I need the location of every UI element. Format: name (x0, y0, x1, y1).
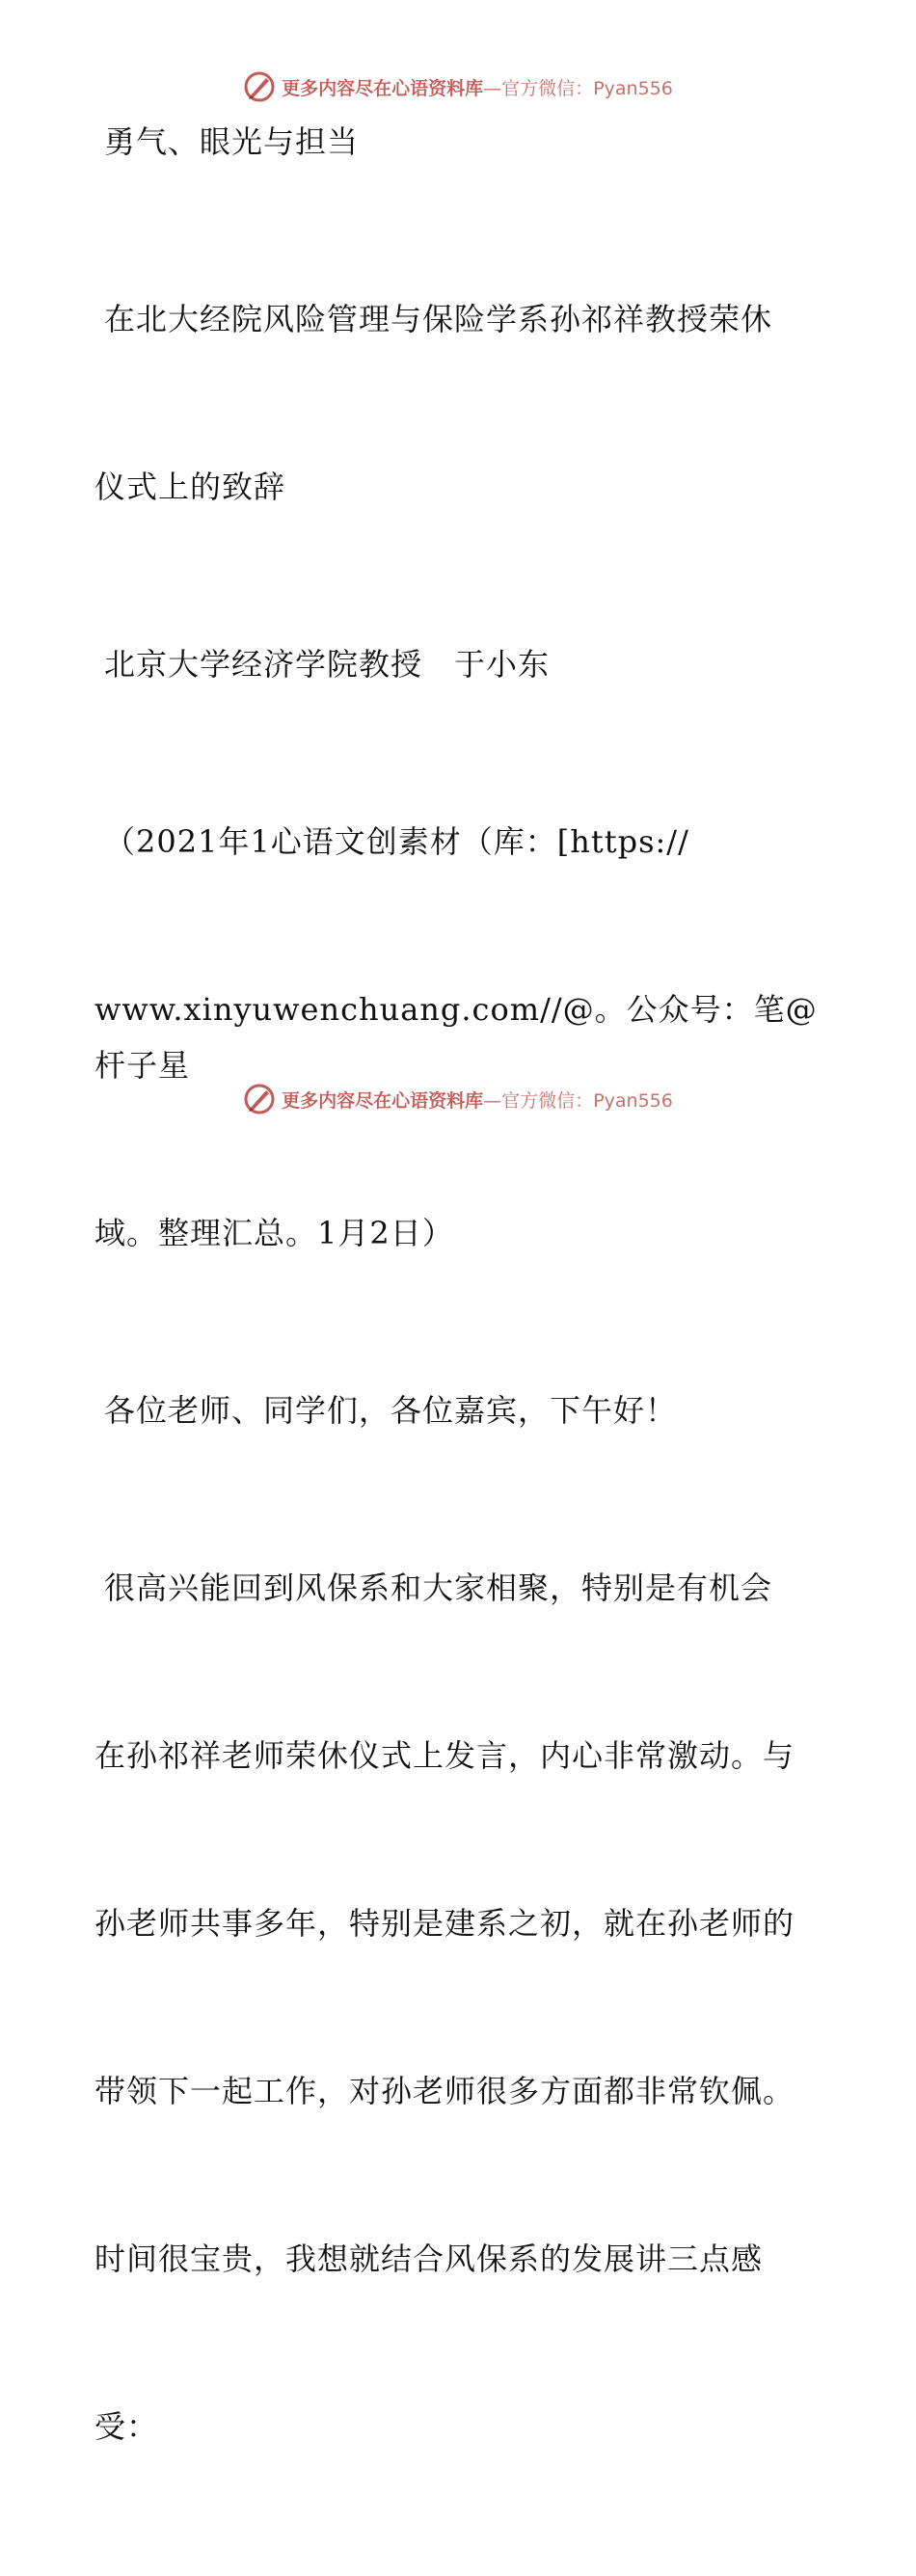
doc-source-note (94, 702, 827, 1373)
doc-author: 北京大学经济学院教授 于小东 (104, 646, 551, 683)
quill-pen-logo-icon (243, 1083, 276, 1115)
doc-title: 勇气、眼光与担当 (104, 123, 360, 160)
header-banner (0, 67, 916, 106)
banner-wechat-id: Pyan556 (593, 1089, 673, 1112)
doc-body-line-2: 在孙祁祥老师荣休仪式上发言，内心非常激动。与 (94, 1737, 795, 1774)
doc-source-line-3: 域。整理汇总。1月2日） (94, 1215, 454, 1251)
doc-body-line-5: 时间很宝贵，我想就结合风保系的发展讲三点感 (94, 2241, 764, 2277)
doc-greeting: 各位老师、同学们，各位嘉宾，下午好！ (104, 1392, 678, 1429)
doc-source-line-2: www.xinyuwenchuang.com//@。公众号：笔@杆子星 (94, 991, 818, 1084)
banner-title: 更多内容尽在心语资料库 (282, 1089, 484, 1112)
doc-body-line-3: 孙老师共事多年，特别是建系之初，就在孙老师的 (94, 1905, 795, 1942)
banner-title: 更多内容尽在心语资料库 (282, 77, 484, 99)
banner-wechat-id: Pyan556 (593, 77, 673, 99)
banner-text (282, 1087, 673, 1113)
doc-body-line-1: 很高兴能回到风保系和大家相聚，特别是有机会 (104, 1570, 773, 1606)
banner-separator: —官方微信： (483, 1089, 594, 1112)
doc-subtitle (94, 179, 827, 627)
doc-body-line-6: 受： (94, 2408, 159, 2445)
doc-body-line-4: 带领下一起工作，对孙老师很多方面都非常钦佩。 (94, 2073, 795, 2109)
quill-pen-logo-icon (243, 70, 276, 103)
doc-body-paragraph (94, 1448, 827, 2566)
banner-separator: —官方微信： (483, 77, 594, 99)
footer-banner (0, 1080, 916, 1118)
doc-source-line-1: （2021年1心语文创素材（库：[https:// (104, 823, 689, 860)
doc-subtitle-line-1: 在北大经院风险管理与保险学系孙祁祥教授荣休 (104, 301, 773, 337)
document-body (94, 114, 827, 2576)
banner-text (282, 74, 673, 100)
doc-subtitle-line-2: 仪式上的致辞 (94, 469, 286, 505)
